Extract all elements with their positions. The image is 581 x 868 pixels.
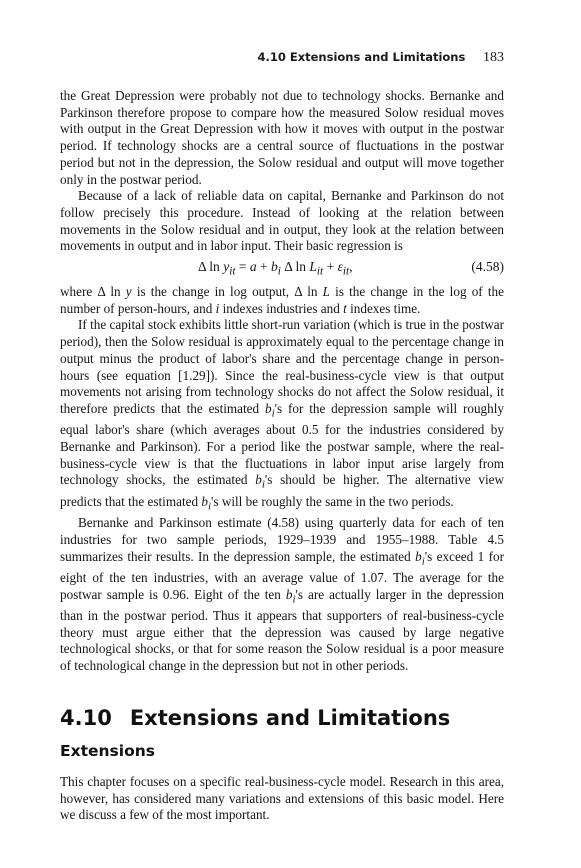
running-head-title: 4.10 Extensions and Limitations	[257, 50, 466, 64]
paragraph-2: Because of a lack of reliable data on capital, Bernanke and Parkinson do not follow precisely this procedure. Instead of looking at the relation between movements in the Solow residual and in output, they look at the relation between movements in output and in labor input. Their basic regression is	[60, 188, 504, 254]
section-number: 4.10	[60, 706, 112, 730]
running-head	[60, 50, 504, 66]
paragraph-1: the Great Depression were probably not due to technology shocks. Bernanke and Parkinson therefore propose to compare how the measured Solow residual moves with output in the Great Depression with how it moves with output in the postwar period. If technology shocks are a central source of fluctuations in the postwar period but not in the depression, the Solow residual and output will move together only in the postwar period.	[60, 88, 504, 187]
section-title: Extensions and Limitations	[129, 706, 451, 730]
section-heading	[60, 706, 504, 730]
body-text	[60, 88, 504, 675]
page-number: 183	[483, 50, 504, 65]
equation-number: (4.58)	[471, 259, 504, 275]
paragraph-4: If the capital stock exhibits little short-run variation (which is true in the postwar period), then the Solow residual is approximately equal to the percentage change in output minus the product of labor's share and the percentage change in person-hours (see equation [1.29]). Since the real-business-cycle view is that output movements not arising from technology shocks do not affect the Solow residual, it therefore predicts that the estimated $b_i's$ for the depression sample will roughly equal labor's share (which averages about 0.5 for the industries considered by Bernanke and Parkinson). For a period like the postwar sample, where the real-business-cycle view is that the fluctuations in labor input arise largely from technology shocks, the estimated $b_i's$ should be higher. The alternative view predicts that the estimated $b_i's$ will be roughly the same in the two periods.	[60, 317, 504, 513]
section-paragraph: This chapter focuses on a specific real-business-cycle model. Research in this area, however, has considered many variations and extensions of this basic model. Here we discuss a few of the most important.	[60, 774, 504, 823]
paragraph-5: Bernanke and Parkinson estimate (4.58) using quarterly data for each of ten industries for two sample periods, 1929–1939 and 1955–1988. Table 4.5 summarizes their results. In the depression sample, the estimated $b_i's$ exceed 1 for eight of the ten industries, with an average value of 1.07. The average for the postwar sample is 0.96. Eight of the ten $b_i's$ are actually larger in the depression than in the postwar period. Thus it appears that supporters of real-business-cycle theory must argue either that the depression was caused by large negative technological shocks, or that for some reason the Solow residual is a poor measure of technological change in the depression but not in other periods.	[60, 515, 504, 673]
section-body-text	[60, 774, 504, 824]
equation-4-58	[60, 256, 504, 280]
paragraph-3: where Δ ln y is the change in log output, Δ ln L is the change in the log of the number of person-hours, and i indexes industries and t indexes time.	[60, 284, 504, 316]
subsection-heading: Extensions	[60, 742, 155, 760]
equation-body: Δ $\ln y_{it} = a + b_i$ Δ $\ln L_{it} + \varepsilon_{it}$,	[198, 259, 353, 278]
